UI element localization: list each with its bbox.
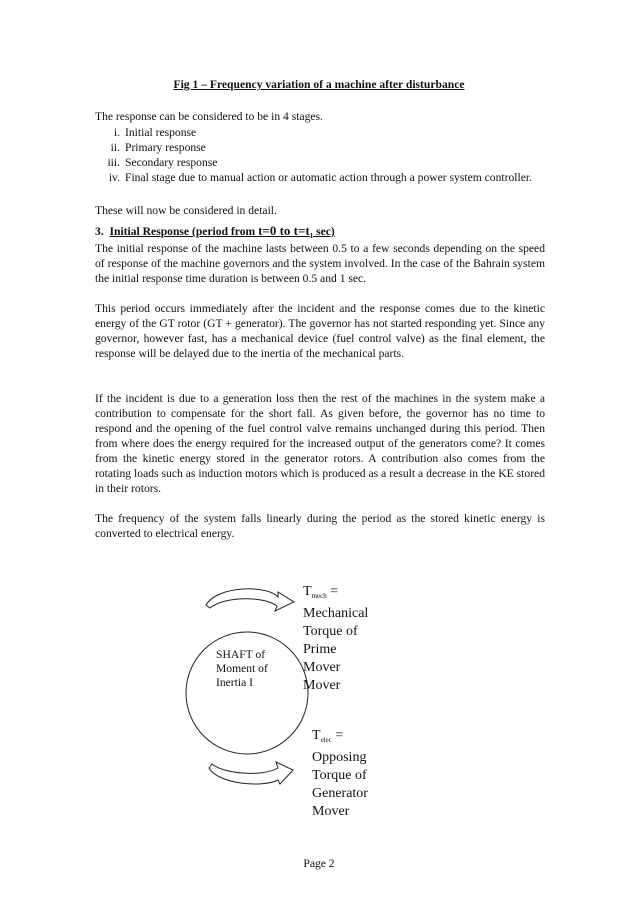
shaft-label-line: Moment of [216,662,268,675]
stage-text: Final stage due to manual action or automatic action through a power system controller. [125,171,532,184]
stages-intro: The response can be considered to be in 4 stages. [95,110,323,123]
shaft-label [216,648,268,690]
tmech-subscript: mech [311,592,327,600]
paragraph-frequency-falls: The frequency of the system falls linearly during the period as the stored kinetic energy is converted to electrical energy. [95,512,545,540]
paragraph-initial-response: The initial response of the machine lasts between 0.5 to a few seconds depending on the speed of response of the machine governors and the system involved. In the case of the Bahrain system the initial response time duration is between 0.5 and 1 sec. [95,242,545,285]
elec-torque-arrow-icon [209,762,293,784]
telec-line: Generator [312,786,368,801]
telec-line: Opposing [312,750,367,765]
tmech-line: Mechanical [303,606,369,621]
elec-torque-label [312,727,368,821]
stage-number: ii. [110,141,120,154]
stage-text: Primary response [125,141,206,154]
tmech-line: Mover [303,660,341,675]
telec-subscript: elec [320,736,332,744]
section-title: Initial Response (period from [109,225,259,238]
tmech-line: Prime [303,642,337,657]
stage-number: iii. [107,156,120,169]
section-number: 3. [95,225,104,238]
page-number: Page 2 [303,857,335,870]
section-title-end: sec) [313,225,335,238]
tmech-symbol: T [303,584,312,599]
section-time-range: t=0 to t=t [258,223,310,238]
tmech-equals: = [326,584,339,599]
telec-line: Torque of [312,768,367,783]
shaft-label-line: SHAFT of [216,648,266,661]
detail-note: These will now be considered in detail. [95,204,277,217]
stage-number: i. [113,126,120,139]
stage-number: iv. [108,171,120,184]
telec-line: Mover [312,804,350,819]
stage-text: Initial response [125,126,197,139]
tmech-line: Torque of [303,624,358,639]
telec-equals: = [331,728,344,743]
telec-symbol: T [312,728,321,743]
mech-torque-label [303,583,368,695]
paragraph-generation-loss: If the incident is due to a generation loss then the rest of the machines in the system make a contribution to compensate for the short fall. As given before, the governor has no time to respond and the opening of the fuel control valve remains unchanged during this period. Then from where does the energy required for the increased output of the generators come? It comes from the kinetic energy stored in the generator rotors. A contribution also comes from the rotating loads such as induction motors which is produced as a result a decrease in the KE stored in their rotors. [95,392,545,495]
tmech-line: Mover [303,678,341,693]
paragraph-kinetic-energy: This period occurs immediately after the incident and the response comes due to the kinetic energy of the GT rotor (GT + generator). The governor has not started responding yet. Since any governor, however fast, has a mechanical device (fuel control valve) as the final element, the response will be delayed due to the inertia of the mechanical parts. [95,302,545,360]
figure-caption: Fig 1 – Frequency variation of a machine after disturbance [173,78,465,91]
section-time-sub: 1 [309,232,314,240]
shaft-label-line: Inertia I [216,676,254,689]
stage-text: Secondary response [125,156,218,169]
mech-torque-arrow-icon [206,589,294,611]
